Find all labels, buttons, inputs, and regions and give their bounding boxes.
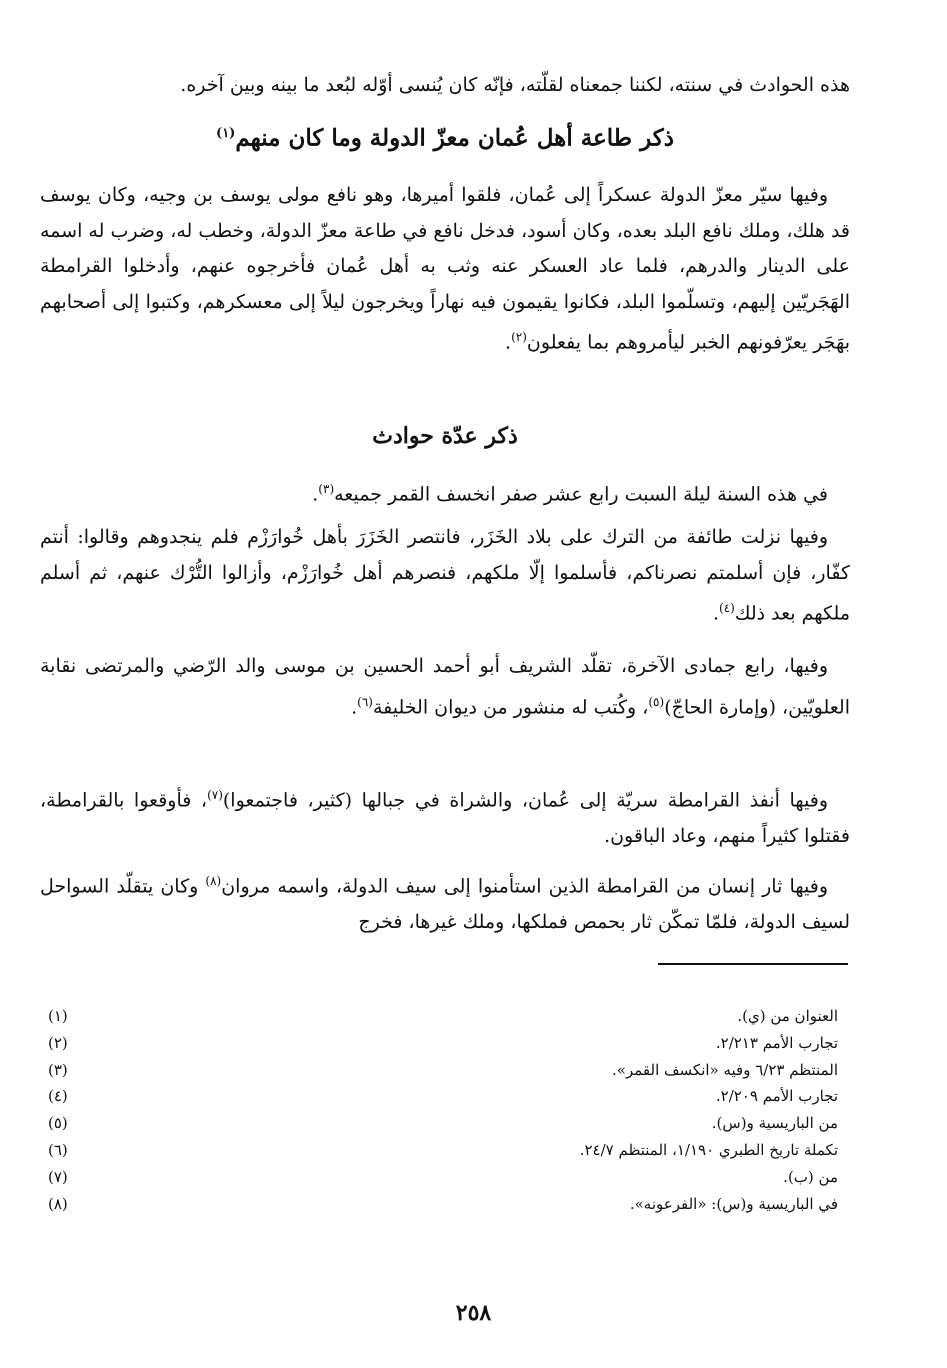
footnote-ref: (٨) [205,874,222,888]
footnote-text: المنتظم ٦/٢٣ وفيه «انكسف القمر». [612,1060,838,1079]
footnote-number: (٨) [48,1194,68,1213]
paragraph-qarmatians [40,778,850,854]
footnote-item [40,1057,852,1084]
footnote-ref: (٥) [648,694,665,709]
footnote-number: (٣) [48,1060,68,1079]
paragraph-text: في هذه السنة ليلة السبت رابع عشر صفر انخسف القمر جميعه [334,483,828,506]
footnote-number: (٢) [48,1033,68,1052]
intro-paragraph [40,68,850,104]
paragraph-text-continued: ، وكُتب له منشور من ديوان الخليفة [372,695,649,718]
heading-text: ذكر عدّة حوادث [372,423,518,449]
section-heading-oman [40,117,850,156]
footnote-number: (٤) [48,1087,68,1106]
footnote-ref: (٤) [719,601,735,615]
footnote-number: (٧) [48,1167,68,1186]
footnote-item [40,1083,852,1110]
footnotes [40,1003,852,1217]
footnote-text: من الباريسية و(س). [711,1114,838,1133]
footnote-item [40,1137,852,1164]
footnote-text: تجارب الأمم ٢/٢٠٩. [715,1087,838,1106]
paragraph-text-continued: وكان يتقلّد السواحل لسيف الدولة، فلمّا تمكّن ثار بحمص فملكها، وملك غيرها، فخرج [40,875,850,933]
section-heading-events [40,419,850,453]
paragraph-eclipse: في هذه السنة ليلة السبت رابع عشر صفر انخسف القمر جميعه$^{(٣)}$. [312,482,828,506]
paragraph-marwan [40,864,850,940]
paragraph-text: وفيها، رابع جمادى الآخرة، تقلّد الشريف أبو أحمد الحسين بن موسى والد الرّضي والمرتضى نقابة العلويّين، (وإمارة الحاجّ) [40,655,850,718]
footnote-item [40,1030,852,1057]
footnote-text: من (ب). [783,1167,838,1186]
paragraph-text: وفيها سيّر معزّ الدولة عسكراً إلى عُمان، فلقوا أميرها، وهو نافع مولى يوسف بن وجيه، وكان يوسف قد هلك، وملك نافع البلد بعده، وكان أسود، فدخل نافع في طاعة معزّ الدولة، وخطب له، وضرب له اسمه على الدينار والدرهم، فلما عاد العسكر عنه وثب به أهل عُمان فأخرجوه عنهم، وأدخلوا القرامطة الهَجَريّين إليهم، وتسلّموا البلد، فكانوا يقيمون فيه نهاراً ويخرجون ليلاً إلى معسكرهم، وكتبوا إلى أصحابهم بهَجَر يعرّفونهم الخبر ليأمروهم بما يفعلون [40,184,850,354]
footnote-ref: (٢) [511,330,527,344]
footnote-text: في الباريسية و(س): «الفرعونه». [629,1194,838,1213]
paragraph-khazar: وفيها نزلت طائفة من الترك على بلاد الخَزَر، فانتصر الخَزَرَ بأهل خُوارَزْم فلم ينجدوهم وقالوا: أنتم كفّار، فإن أسلمتم نصرناكم، فأسلموا إلّا ملكهم، فنصرهم أهل خُوارَزْم، وأزالوا التُّرْك عنهم، ثم أسلم ملكهم بعد ذلك$^{(٤)}$. [40,526,850,625]
paragraph-oman: وفيها سيّر معزّ الدولة عسكراً إلى عُمان، فلقوا أميرها، وهو نافع مولى يوسف بن وجيه، وكان يوسف قد هلك، وملك نافع البلد بعده، وكان أسود، فدخل نافع في طاعة معزّ الدولة، وخطب له، وضرب له اسمه على الدينار والدرهم، فلما عاد العسكر عنه وثب به أهل عُمان فأخرجوه عنهم، وأدخلوا القرامطة الهَجَريّين إليهم، وتسلّموا البلد، فكانوا يقيمون فيه نهاراً ويخرجون ليلاً إلى معسكرهم، وكتبوا إلى أصحابهم بهَجَر يعرّفونهم الخبر ليأمروهم بما يفعلون$^{(٢)}$. [40,184,850,354]
footnote-item [40,1164,852,1191]
heading-text: ذكر طاعة أهل عُمان معزّ الدولة وما كان منهم [235,124,674,152]
paragraph-text: وفيها أنفذ القرامطة سريّة إلى عُمان، والشراة في جبالها (كثير، فاجتمعوا) [222,789,828,812]
intro-text: هذه الحوادث في سنته، لكننا جمعناه لقلّته، فإنّه كان يُنسى أوّله لبُعد ما بينه وبين آخره. [180,74,850,96]
footnote-ref: (٧) [207,788,223,802]
footnote-ref: (١) [216,126,236,141]
footnote-divider [658,963,848,965]
footnote-item [40,1191,852,1218]
footnote-ref: (٦) [357,694,373,709]
paragraph-text: وفيها نزلت طائفة من الترك على بلاد الخَزَر، فانتصر الخَزَرَ بأهل خُوارَزْم فلم ينجدوهم وقالوا: أنتم كفّار، فإن أسلمتم نصرناكم، فأسلموا إلّا ملكهم، فنصرهم أهل خُوارَزْم، وأزالوا التُّرْك عنهم، ثم أسلم ملكهم بعد ذلك [40,526,850,625]
footnote-text: تكملة تاريخ الطبري ١/١٩٠، المنتظم ٢٤/٧. [579,1140,838,1159]
paragraph-text-continued: ، فأوقعوا بالقرامطة، فقتلوا كثيراً منهم، وعاد الباقون. [40,789,850,847]
paragraph-sharif: وفيها، رابع جمادى الآخرة، تقلّد الشريف أبو أحمد الحسين بن موسى والد الرّضي والمرتضى نقابة العلويّين، (وإمارة الحاجّ)$^{(٥)}$، وكُتب له منشور من ديوان الخليفة$^{(٦)}$. [40,655,850,718]
footnote-number: (١) [48,1007,68,1025]
footnote-number: (٥) [48,1114,68,1133]
footnote-ref: (٣) [318,482,335,496]
footnote-number: (٦) [48,1140,68,1159]
footnote-text: العنوان من (ي). [737,1007,838,1025]
footnote-item [40,1003,852,1030]
paragraph-text: وفيها ثار إنسان من القرامطة الذين استأمنوا إلى سيف الدولة، واسمه مروان [221,875,828,898]
page-number: ٢٥٨ [455,1300,492,1326]
footnote-item [40,1110,852,1137]
footnote-text: تجارب الأمم ٢/٢١٣. [715,1033,838,1052]
